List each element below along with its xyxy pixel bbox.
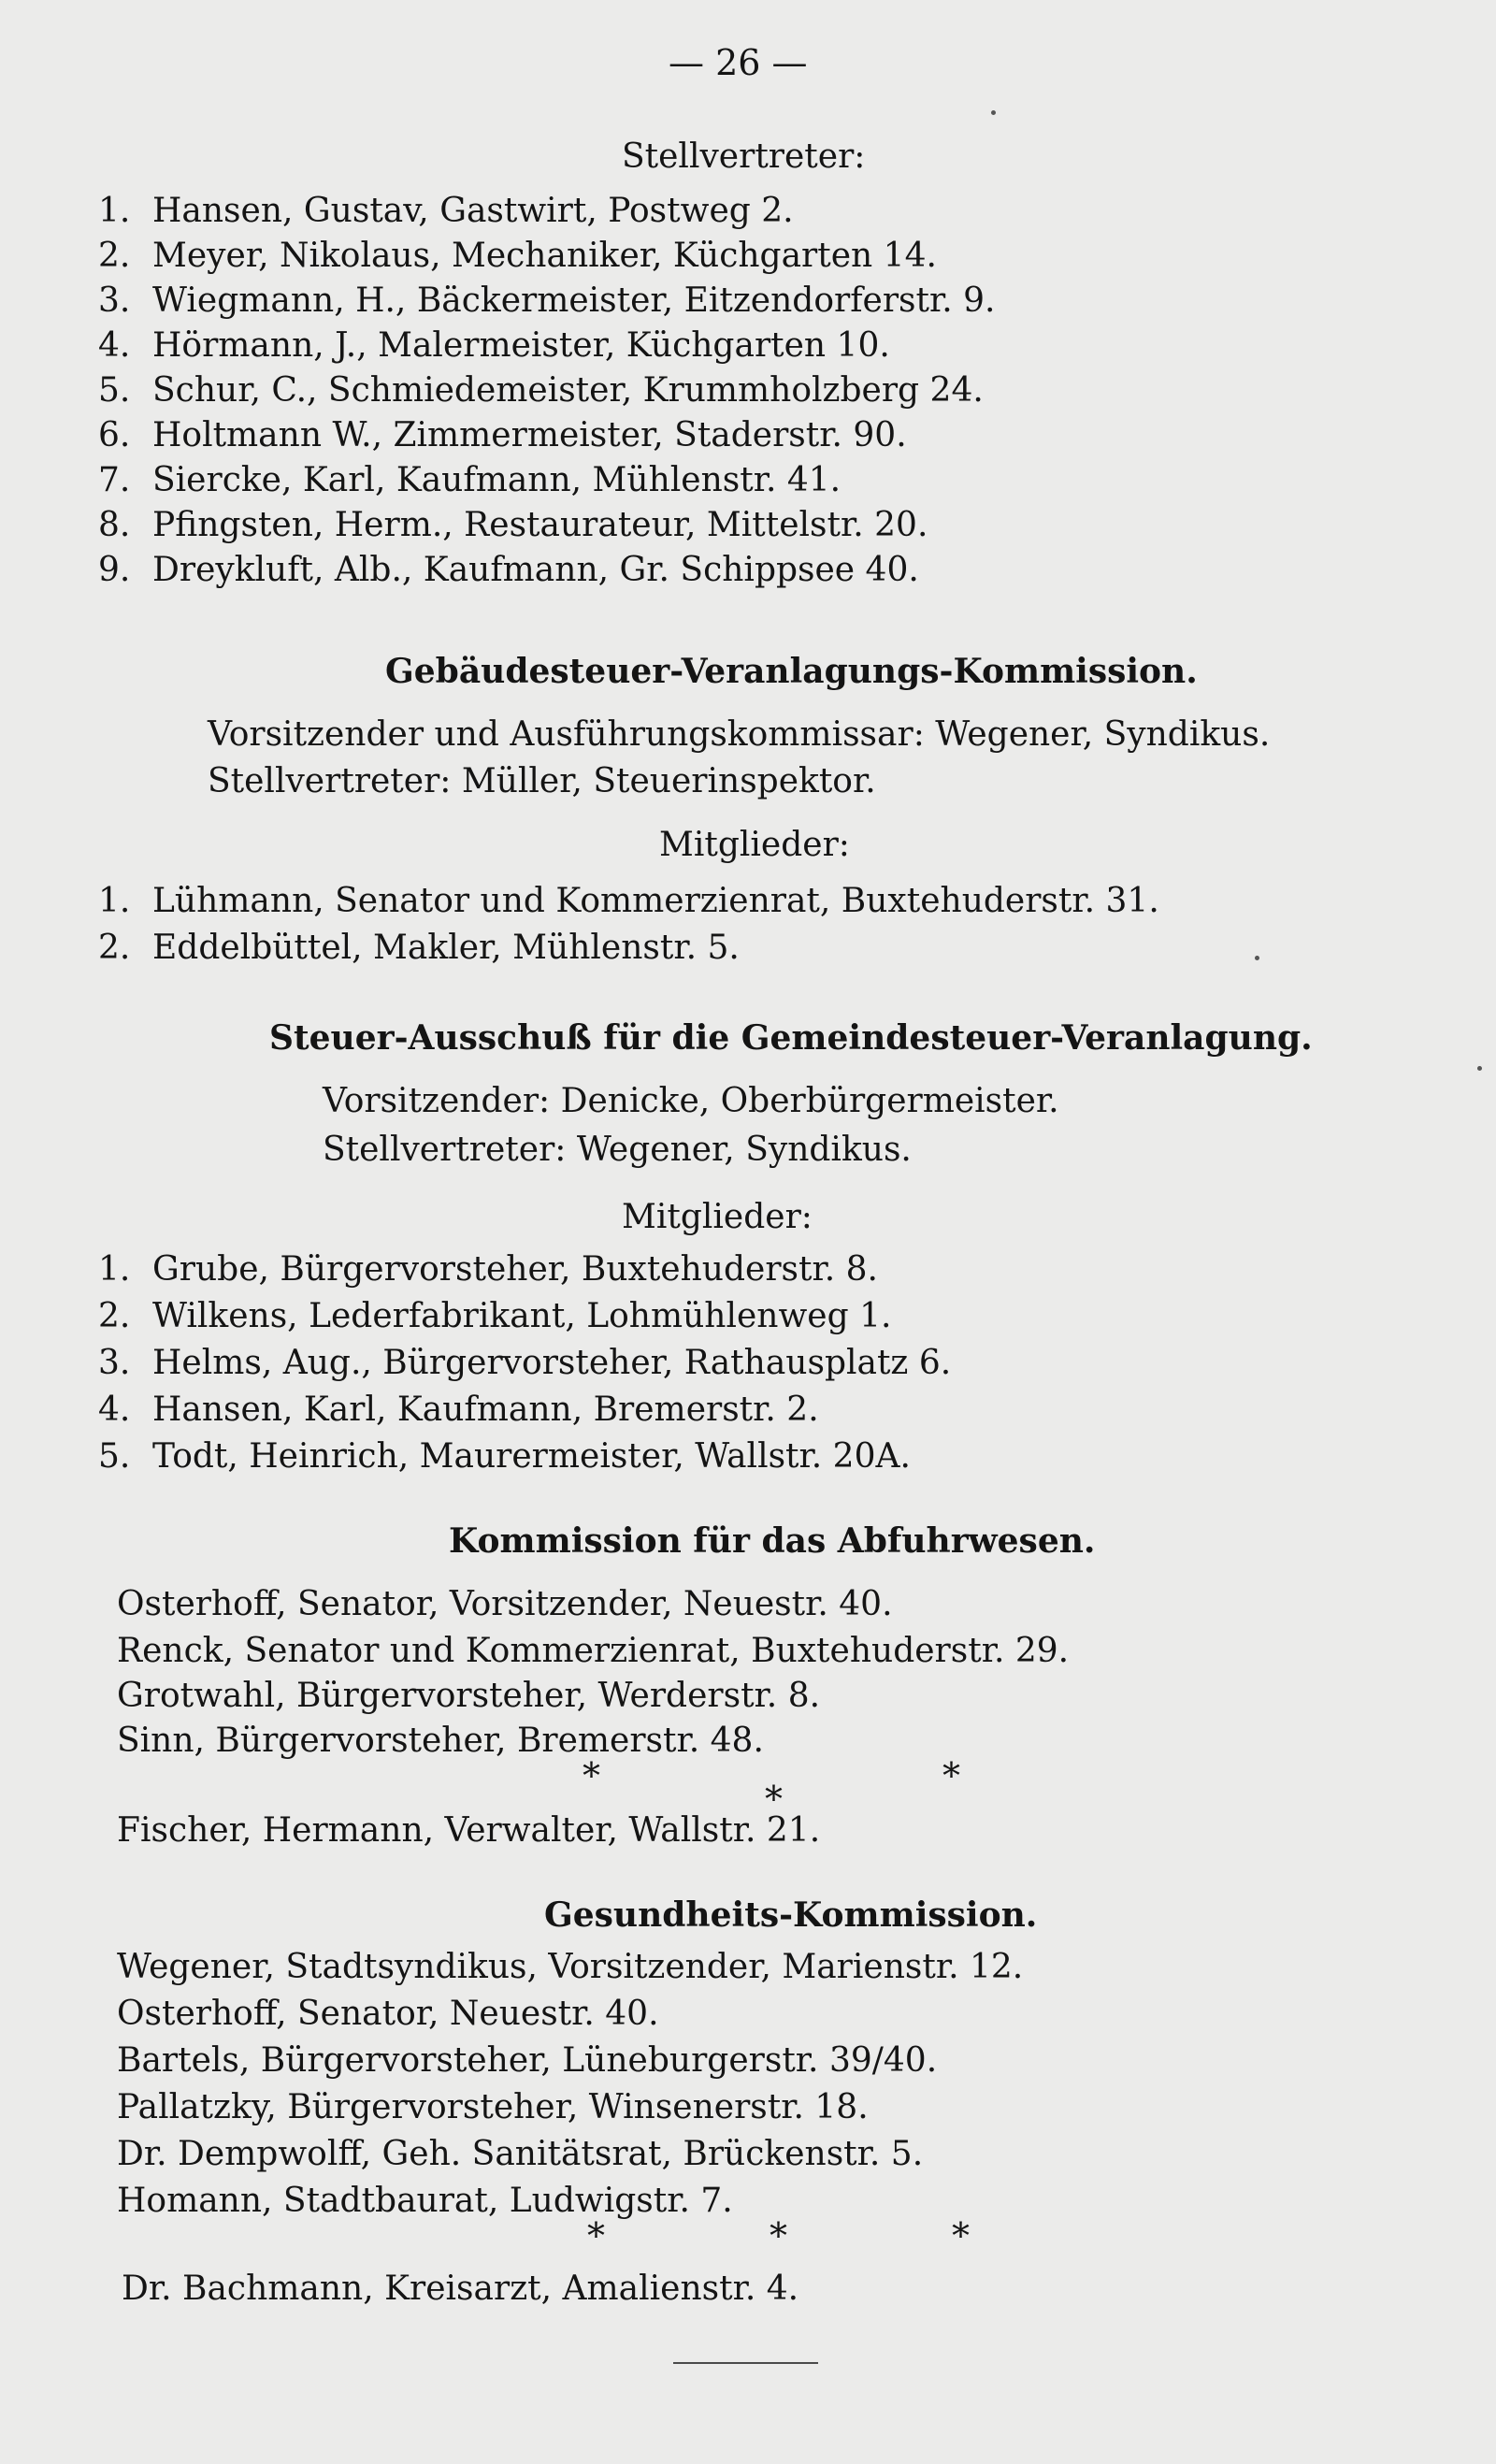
print-speck: [1477, 1066, 1482, 1071]
section-heading-abfuhrwesen: Kommission für das Abfuhrwesen.: [449, 1521, 1096, 1561]
list-item: Homann, Stadtbaurat, Ludwigstr. 7.: [117, 2182, 733, 2220]
section-deputy: Stellvertreter: Müller, Steuerinspektor.: [208, 762, 876, 800]
list-item-number: 4.: [98, 326, 131, 365]
print-speck: [991, 110, 996, 115]
list-item-text: Hörmann, J., Malermeister, Küchgarten 10.: [152, 326, 890, 365]
members-label: Mitglieder:: [622, 1198, 813, 1236]
list-item: [98, 326, 890, 365]
list-item-number: 1.: [98, 882, 131, 920]
list-item-text: Pfingsten, Herm., Restaurateur, Mittelstr. 20.: [152, 506, 928, 544]
section-heading-steuer-ausschuss: Steuer-Ausschuß für die Gemeindesteuer-Veranlagung.: [269, 1018, 1313, 1058]
list-item: [98, 931, 740, 965]
section-heading-gebaeudesteuer: Gebäudesteuer-Veranlagungs-Kommission.: [385, 652, 1198, 691]
list-item: Osterhoff, Senator, Neuestr. 40.: [117, 1995, 659, 2033]
list-item: [98, 1250, 878, 1289]
list-item: Renck, Senator und Kommerzienrat, Buxtehuderstr. 29.: [117, 1632, 1070, 1670]
separator-star: *: [952, 2215, 970, 2256]
list-item: [98, 882, 1159, 920]
closing-rule: [673, 2362, 818, 2364]
page-number: — 26 —: [669, 42, 808, 83]
list-item-text: Meyer, Nikolaus, Mechaniker, Küchgarten 14.: [152, 237, 937, 275]
list-item-number: 2.: [98, 237, 131, 275]
list-item-text: Holtmann W., Zimmermeister, Staderstr. 90.: [152, 416, 907, 454]
list-item-text: Dreykluft, Alb., Kaufmann, Gr. Schippsee 40.: [152, 551, 919, 589]
list-item: [98, 239, 937, 273]
print-speck: [1255, 956, 1259, 960]
separator-star: *: [942, 1755, 960, 1796]
list-item-number: 5.: [98, 371, 131, 410]
list-item: [98, 506, 928, 544]
list-item: [98, 416, 907, 454]
list-item-number: 2.: [98, 1297, 131, 1335]
list-item: Dr. Dempwolff, Geh. Sanitätsrat, Brückenstr. 5.: [117, 2135, 924, 2173]
list-item: Fischer, Hermann, Verwalter, Wallstr. 21.: [117, 1811, 821, 1850]
separator-star: *: [587, 2215, 605, 2256]
list-item: [98, 1344, 952, 1382]
list-item-number: 6.: [98, 416, 131, 454]
list-item: [98, 371, 984, 410]
list-item-number: 7.: [98, 461, 131, 499]
list-item: Wegener, Stadtsyndikus, Vorsitzender, Marienstr. 12.: [117, 1948, 1024, 1986]
separator-star: *: [770, 2215, 787, 2256]
list-item-text: Hansen, Karl, Kaufmann, Bremerstr. 2.: [152, 1391, 819, 1429]
list-item-text: Hansen, Gustav, Gastwirt, Postweg 2.: [152, 192, 794, 230]
section-deputy: Stellvertreter: Wegener, Syndikus.: [323, 1131, 912, 1169]
list-item: Pallatzky, Bürgervorsteher, Winsenerstr. 18.: [117, 2088, 869, 2126]
list-item-text: Siercke, Karl, Kaufmann, Mühlenstr. 41.: [152, 461, 842, 499]
list-item-number: 2.: [98, 929, 131, 967]
members-label: Mitglieder:: [659, 826, 850, 864]
list-item: [98, 192, 794, 230]
list-item-text: Lühmann, Senator und Kommerzienrat, Buxtehuderstr. 31.: [152, 882, 1159, 920]
list-item: [98, 1393, 819, 1427]
list-item-number: 9.: [98, 551, 131, 589]
list-item: Sinn, Bürgervorsteher, Bremerstr. 48.: [117, 1722, 764, 1760]
list-item: [98, 281, 996, 320]
list-item-text: Wilkens, Lederfabrikant, Lohmühlenweg 1.: [152, 1297, 892, 1335]
separator-star: *: [765, 1779, 783, 1820]
list-item-text: Schur, C., Schmiedemeister, Krummholzberg 24.: [152, 371, 984, 410]
section-chair: Vorsitzender und Ausführungskommissar: Wegener, Syndikus.: [208, 715, 1271, 754]
list-item: Bartels, Bürgervorsteher, Lüneburgerstr. 39/40.: [117, 2041, 938, 2080]
list-item-number: 4.: [98, 1391, 131, 1429]
separator-star: *: [583, 1755, 600, 1796]
section-chair: Vorsitzender: Denicke, Oberbürgermeister.: [323, 1082, 1059, 1120]
list-item-text: Wiegmann, H., Bäckermeister, Eitzendorferstr. 9.: [152, 281, 996, 320]
list-item: [98, 1297, 892, 1335]
list-item-text: Eddelbüttel, Makler, Mühlenstr. 5.: [152, 929, 740, 967]
list-item: Dr. Bachmann, Kreisarzt, Amalienstr. 4.: [122, 2269, 799, 2308]
list-item: [98, 461, 842, 499]
list-item-text: Todt, Heinrich, Maurermeister, Wallstr. 20A.: [152, 1437, 911, 1476]
list-item-number: 5.: [98, 1437, 131, 1476]
list-item-number: 3.: [98, 281, 131, 320]
list-item-number: 3.: [98, 1344, 131, 1382]
list-item: [98, 1437, 911, 1476]
list-item-text: Grube, Bürgervorsteher, Buxtehuderstr. 8.: [152, 1250, 878, 1289]
list-item-text: Helms, Aug., Bürgervorsteher, Rathausplatz 6.: [152, 1344, 952, 1382]
list-item-number: 1.: [98, 1250, 131, 1289]
list-item: Grotwahl, Bürgervorsteher, Werderstr. 8.: [117, 1677, 821, 1715]
list-item-number: 1.: [98, 192, 131, 230]
subheading-stellvertreter: Stellvertreter:: [622, 137, 866, 176]
section-heading-gesundheits-kommission: Gesundheits-Kommission.: [544, 1895, 1038, 1935]
list-item: [98, 551, 919, 589]
list-item: Osterhoff, Senator, Vorsitzender, Neuestr. 40.: [117, 1585, 893, 1623]
list-item-number: 8.: [98, 506, 131, 544]
